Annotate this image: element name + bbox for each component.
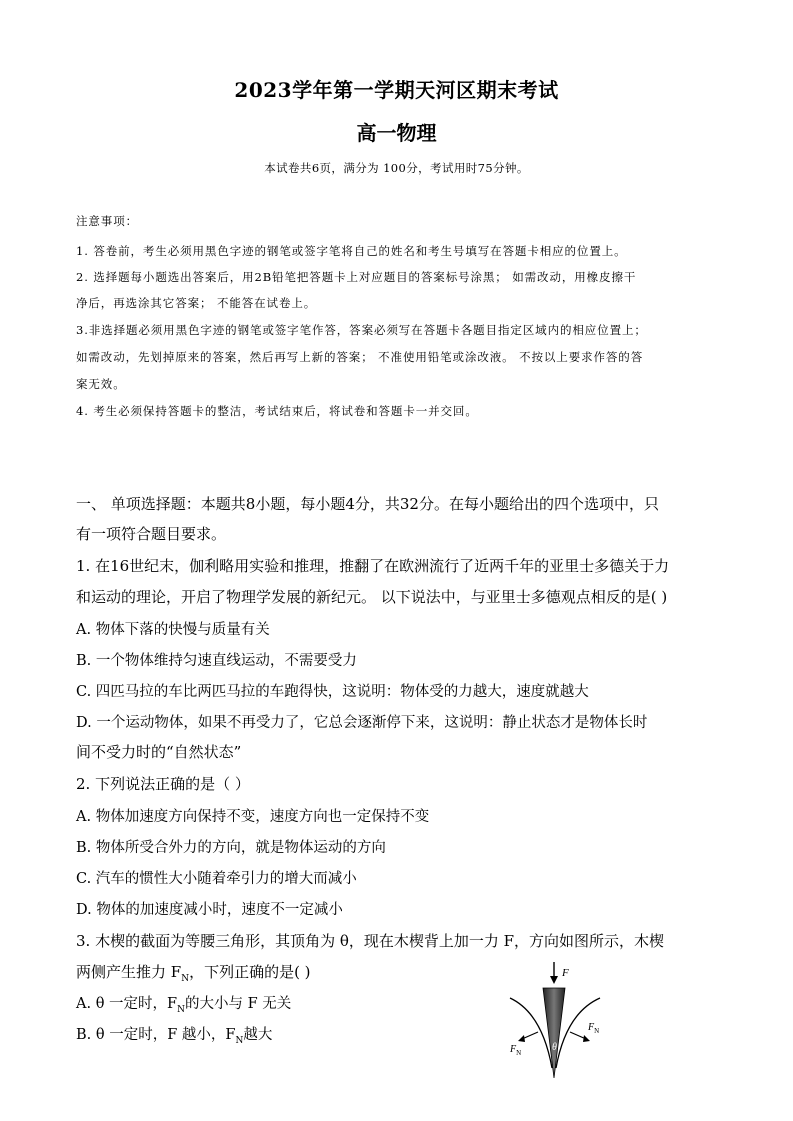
q1-option-d: D. 一个运动物体，如果不再受力了，它总会逐渐停下来，这说明：静止状态才是物体长时 <box>76 715 648 731</box>
q3-stem: 3. 木楔的截面为等腰三角形，其顶角为 θ，现在木楔背上加一力 F，方向如图所示，木楔 <box>76 932 665 950</box>
fn-left-label: $F_N$ <box>510 1044 522 1057</box>
subject-title: 高一物理 <box>356 121 437 145</box>
notes-line: 净后，再选涂其它答案； 不能答在试卷上。 <box>76 296 317 310</box>
notes-line: 3.非选择题必须用黑色字迹的钢笔或签字笔作答，答案必须写在答题卡各题目指定区域内的相应位置上； <box>76 323 647 337</box>
force-arrowhead-icon <box>550 976 558 984</box>
q1-stem: 1. 在16世纪末，伽利略用实验和推理，推翻了在欧洲流行了近两千年的亚里士多德关于力 <box>76 557 670 575</box>
notes-line: 2. 选择题每小题选出答案后，用2B铅笔把答题卡上对应题目的答案标号涂黑； 如需改动，用橡皮擦干 <box>76 270 637 284</box>
q1-option-b: B. 一个物体维持匀速直线运动，不需要受力 <box>76 653 357 669</box>
angle-label: θ <box>552 1042 557 1053</box>
q1-option-c: C. 四匹马拉的车比两匹马拉的车跑得快，这说明：物体受的力越大，速度就越大 <box>76 684 589 700</box>
fn-right-label: $F_N$ <box>588 1022 600 1035</box>
q1-option-a: A. 物体下落的快慢与质量有关 <box>76 622 270 638</box>
exam-info: 本试卷共6页，满分为 100分，考试用时75分钟。 <box>264 161 529 175</box>
exam-title: 2023学年第一学期天河区期末考试 <box>234 78 559 102</box>
q1-stem-cont: 和运动的理论，开启了物理学发展的新纪元。 以下说法中，与亚里士多德观点相反的是( ) <box>76 588 668 606</box>
q2-stem: 2. 下列说法正确的是（ ） <box>76 775 250 793</box>
q2-option-b: B. 物体所受合外力的方向，就是物体运动的方向 <box>76 840 386 856</box>
section-heading-cont: 有一项符合题目要求。 <box>76 525 227 543</box>
q2-option-c: C. 汽车的惯性大小随着牵引力的增大而减小 <box>76 871 357 887</box>
notes-heading: 注意事项： <box>76 214 138 228</box>
notes-line: 案无效。 <box>76 377 126 391</box>
section-heading: 一、 单项选择题：本题共8小题，每小题4分，共32分。在每小题给出的四个选项中，只 <box>76 495 659 513</box>
wedge-shape <box>543 988 565 1078</box>
notes-line: 1. 答卷前，考生必须用黑色字迹的钢笔或签字笔将自己的姓名和考生号填写在答题卡相应的位置上。 <box>76 244 627 258</box>
q3-stem-cont: 两侧产生推力 $F_N$，下列正确的是( ) <box>76 963 311 984</box>
q3-option-a: A. θ 一定时，$F_N$的大小与 F 无关 <box>76 996 292 1015</box>
wedge-figure <box>502 958 612 1083</box>
q2-option-a: A. 物体加速度方向保持不变，速度方向也一定保持不变 <box>76 809 430 825</box>
q3-option-b: B. θ 一定时，F 越小，$F_N$越大 <box>76 1027 273 1046</box>
notes-line: 如需改动，先划掉原来的答案，然后再写上新的答案； 不准使用铅笔或涂改液。 不按以上要求作答的答 <box>76 350 644 364</box>
q2-option-d: D. 物体的加速度减小时，速度不一定减小 <box>76 902 343 918</box>
q1-option-d-cont: 间不受力时的“自然状态” <box>76 743 242 761</box>
force-label: F <box>562 967 569 979</box>
notes-line: 4. 考生必须保持答题卡的整洁，考试结束后，将试卷和答题卡一并交回。 <box>76 404 478 418</box>
